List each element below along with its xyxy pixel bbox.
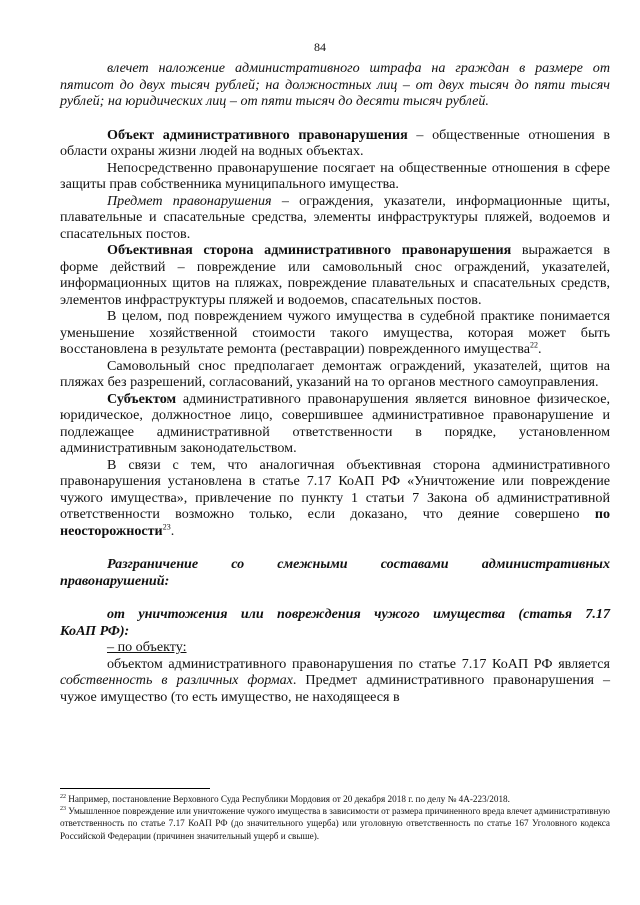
distinction-word: со [231,556,245,572]
footnote-mark: 23 [60,806,66,813]
analogy-end: . [170,522,175,539]
objective-side-term: Объективная сторона административного правонарушения [107,242,512,258]
subject-matter-paragraph [60,193,610,243]
analogy-text: В связи с тем, что аналогичная объективная сторона административного правонарушения установлена в статье 7.17 КоАП РФ «Уничтожение или повреждение чужого имущества», привлечение по пункту 1 статьи 7 Закона об административной ответственности возможно только, если доказано, что деяние совершено [60,456,610,522]
destruction-line-1: от уничтожения или повреждения чужого имущества (статья 7.17 [107,606,610,622]
negligence-term: по неосторожности [60,506,610,539]
destruction-heading [60,606,610,639]
damage-end: . [538,341,542,357]
object-717-text-a: объектом административного правонарушения по статье 7.17 КоАП РФ является [107,655,610,672]
footnote-text: Умышленное повреждение или уничтожение чужого имущества в зависимости от размера причиненного вреда влечет административную ответственность по статье 7.17 КоАП РФ (до значительного ущерба) или уголовную ответственность по статье 167 Уголовного кодекса Российской Федерации (причинен значительный ущерб и свыше). [60,806,610,841]
footnote-22 [60,793,610,805]
object-717-italic: собственность в различных формах [60,672,293,688]
object-text: – общественные отношения в области охраны жизни людей на водных объектах. [60,126,610,159]
page-number: 84 [314,40,326,54]
subject-matter-text: – ограждения, указатели, информационные щиты, плавательные и спасательные средства, элементы инфраструктуры пляжей, водоемов и спасательных постов. [60,192,610,242]
removal-paragraph: Самовольный снос предполагает демонтаж ограждений, указателей, щитов на пляжах без разрешений, согласований, указаний на то органов местного самоуправления. [60,357,610,390]
object-717-text-b: . Предмет административного правонарушения – чужое имущество (то есть имущество, не находящееся в [60,672,610,705]
sanction-paragraph: влечет наложение административного штрафа на граждан в размере от пятисот до двух тысяч рублей; на должностных лиц – от двух тысяч до пяти тысяч рублей; на юридических лиц – от пяти тысяч до десяти тысяч рублей. [60,60,610,109]
distinction-word: Разграничение [107,556,199,572]
object-paragraph [60,127,610,160]
damage-paragraph [60,308,610,358]
object-term: Объект административного правонарушения [107,126,408,143]
footnotes [60,793,610,842]
footnote-mark: 22 [60,793,66,800]
distinction-heading [60,556,610,589]
object-717-paragraph [60,656,610,706]
by-object-text: – по объекту: [107,639,187,655]
subject-term: Субъектом [107,390,177,407]
distinction-line-2: правонарушений: [60,572,170,589]
footnote-23 [60,805,610,842]
subject-text: административного правонарушения является виновное физическое, юридическое, должностное лицо, совершившее административное правонарушение и подлежащее административной ответственности в порядке, установленном административным законодательством. [60,390,610,456]
damage-text: В целом, под повреждением чужого имущества в судебной практике понимается уменьшение хозяйственной стоимости такого имущества, которая может быть восстановлена в результате ремонта (реставрации) поврежденного имущества [60,308,610,357]
direct-object-paragraph: Непосредственно правонарушение посягает на общественные отношения в сфере защиты прав собственника муниципального имущества. [60,159,610,192]
footnote-ref-22: 22 [530,340,539,350]
footnote-text: Например, постановление Верховного Суда Республики Мордовия от 20 декабря 2018 г. по делу № 4А-223/2018. [66,794,510,804]
by-object-label [60,639,610,656]
distinction-line-1 [60,556,610,573]
distinction-word: административных [481,556,610,572]
distinction-word: составами [380,556,449,572]
objective-side-paragraph [60,242,610,308]
subject-paragraph [60,391,610,457]
footnote-ref-23: 23 [162,521,171,531]
destruction-line-2: КоАП РФ): [60,622,130,639]
distinction-word: смежными [277,556,348,572]
analogy-paragraph [60,457,610,540]
footnote-separator [60,788,210,789]
page-body [60,60,610,705]
subject-matter-term: Предмет правонарушения [107,192,272,209]
objective-side-text: выражается в форме действий – повреждение или самовольный снос ограждений, указателей, информационных щитов на пляжах, повреждение плавательных и спасательных средств, элементов инфраструктуры пляжей и водоемов, спасательных постов. [60,242,610,308]
